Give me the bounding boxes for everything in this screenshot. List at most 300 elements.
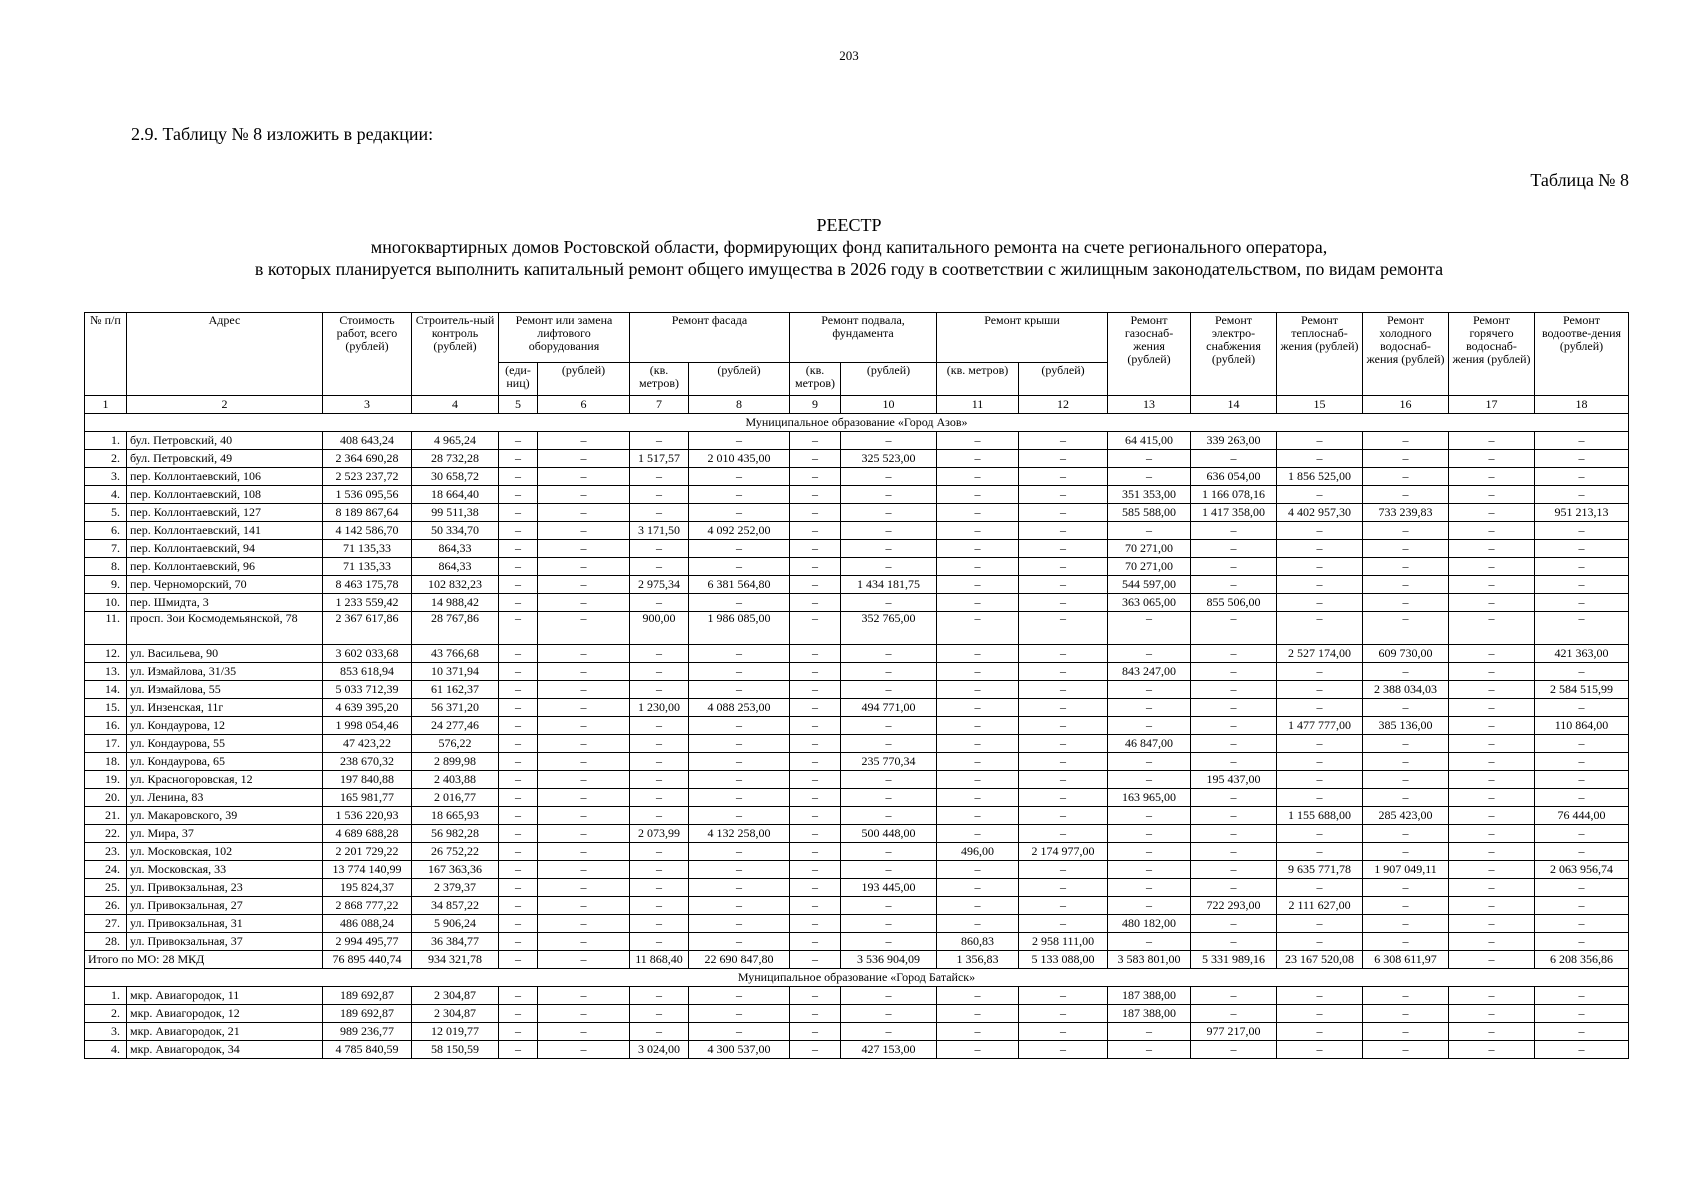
table-cell: – — [841, 717, 937, 735]
intro-text: 2.9. Таблицу № 8 изложить в редакции: — [131, 124, 434, 144]
table-cell: – — [538, 753, 630, 771]
table-cell: – — [790, 699, 841, 717]
table-cell: 9 635 771,78 — [1277, 861, 1363, 879]
table-cell: 1 417 358,00 — [1191, 504, 1277, 522]
total-cell: 3 583 801,00 — [1108, 951, 1191, 969]
table-cell: – — [689, 717, 790, 735]
table-cell: 1 166 078,16 — [1191, 486, 1277, 504]
table-cell: – — [841, 1005, 937, 1023]
row-address: ул. Привокзальная, 27 — [127, 897, 323, 915]
table-row — [85, 681, 1629, 699]
table-cell: – — [689, 540, 790, 558]
table-cell: – — [630, 717, 689, 735]
table-cell: – — [841, 663, 937, 681]
table-cell: – — [630, 1005, 689, 1023]
table-row — [85, 1023, 1629, 1041]
row-number: 3. — [85, 1023, 127, 1041]
table-cell: – — [1019, 825, 1108, 843]
table-cell: 2 016,77 — [412, 789, 499, 807]
col-header-drain: Ремонт водоотве-дения (рублей) — [1535, 313, 1629, 396]
table-cell: – — [689, 753, 790, 771]
table-cell: – — [1363, 987, 1449, 1005]
table-cell: – — [689, 843, 790, 861]
row-number: 1. — [85, 987, 127, 1005]
row-address: мкр. Авиагородок, 12 — [127, 1005, 323, 1023]
table-cell: – — [689, 663, 790, 681]
table-cell: – — [1535, 450, 1629, 468]
table-cell: 2 073,99 — [630, 825, 689, 843]
table-row — [85, 771, 1629, 789]
row-address: ул. Кондаурова, 12 — [127, 717, 323, 735]
table-cell: – — [937, 825, 1019, 843]
table-cell: – — [1535, 879, 1629, 897]
table-cell: – — [538, 612, 630, 645]
table-cell: – — [841, 735, 937, 753]
table-cell: 864,33 — [412, 540, 499, 558]
row-address: мкр. Авиагородок, 34 — [127, 1041, 323, 1059]
table-row — [85, 987, 1629, 1005]
table-cell: – — [1535, 825, 1629, 843]
table-cell: 339 263,00 — [1191, 432, 1277, 450]
table-cell: – — [1277, 1041, 1363, 1059]
column-number: 13 — [1108, 396, 1191, 414]
row-number: 17. — [85, 735, 127, 753]
table-cell: – — [1535, 612, 1629, 645]
table-cell: – — [1019, 645, 1108, 663]
table-cell: – — [1019, 753, 1108, 771]
table-cell: – — [1363, 753, 1449, 771]
col-header-gas: Ремонт газоснаб-жения (рублей) — [1108, 313, 1191, 396]
table-cell: 197 840,88 — [323, 771, 412, 789]
heading-line-2: многоквартирных домов Ростовской области, формирующих фонд капитального ремонта на счете регионального оператора, — [370, 237, 1328, 257]
table-cell: – — [790, 612, 841, 645]
table-cell: 71 135,33 — [323, 540, 412, 558]
table-cell: – — [1363, 825, 1449, 843]
row-address: пер. Коллонтаевский, 141 — [127, 522, 323, 540]
table-row — [85, 807, 1629, 825]
table-cell: 61 162,37 — [412, 681, 499, 699]
table-cell: 3 602 033,68 — [323, 645, 412, 663]
total-cell: 23 167 520,08 — [1277, 951, 1363, 969]
table-cell: – — [937, 1041, 1019, 1059]
row-number: 14. — [85, 681, 127, 699]
table-cell: 26 752,22 — [412, 843, 499, 861]
table-cell: – — [1535, 1023, 1629, 1041]
table-cell: – — [841, 540, 937, 558]
table-cell: – — [1449, 663, 1535, 681]
row-address: просп. Зои Космодемьянской, 78 — [127, 612, 323, 645]
table-cell: – — [790, 717, 841, 735]
table-row — [85, 861, 1629, 879]
table-row — [85, 522, 1629, 540]
table-cell: – — [499, 699, 538, 717]
table-cell: – — [1191, 681, 1277, 699]
column-number: 4 — [412, 396, 499, 414]
table-cell: – — [630, 879, 689, 897]
table-cell: 5 033 712,39 — [323, 681, 412, 699]
table-cell: – — [937, 663, 1019, 681]
table-cell: – — [630, 897, 689, 915]
table-cell: 6 381 564,80 — [689, 576, 790, 594]
table-cell: – — [1449, 540, 1535, 558]
table-row — [85, 825, 1629, 843]
table-cell: – — [841, 522, 937, 540]
table-cell: – — [1277, 933, 1363, 951]
table-cell: – — [499, 645, 538, 663]
table-cell: 2 958 111,00 — [1019, 933, 1108, 951]
table-cell: 110 864,00 — [1535, 717, 1629, 735]
table-cell: – — [538, 486, 630, 504]
table-cell: – — [1535, 432, 1629, 450]
table-cell: – — [1535, 576, 1629, 594]
table-cell: – — [630, 468, 689, 486]
table-cell: 2 584 515,99 — [1535, 681, 1629, 699]
table-cell: – — [1277, 522, 1363, 540]
table-cell: – — [1277, 915, 1363, 933]
table-cell: – — [1449, 879, 1535, 897]
table-cell: – — [538, 663, 630, 681]
table-cell: – — [1449, 897, 1535, 915]
table-cell: 195 437,00 — [1191, 771, 1277, 789]
table-cell: 496,00 — [937, 843, 1019, 861]
column-number: 16 — [1363, 396, 1449, 414]
table-cell: – — [790, 1023, 841, 1041]
table-cell: – — [790, 681, 841, 699]
table-cell: – — [538, 879, 630, 897]
table-cell: – — [499, 522, 538, 540]
table-cell: – — [937, 735, 1019, 753]
table-cell: – — [1277, 699, 1363, 717]
row-address: ул. Измайлова, 55 — [127, 681, 323, 699]
total-cell: 1 356,83 — [937, 951, 1019, 969]
table-cell: – — [630, 915, 689, 933]
table-cell: – — [1191, 558, 1277, 576]
table-cell: – — [689, 486, 790, 504]
table-cell: 4 088 253,00 — [689, 699, 790, 717]
table-cell: – — [1363, 594, 1449, 612]
row-number: 5. — [85, 504, 127, 522]
table-cell: 544 597,00 — [1108, 576, 1191, 594]
table-cell: – — [1449, 717, 1535, 735]
section-header-row — [85, 414, 1629, 432]
table-cell: – — [1019, 663, 1108, 681]
table-cell: 2 174 977,00 — [1019, 843, 1108, 861]
table-cell: – — [1449, 987, 1535, 1005]
table-cell: 4 689 688,28 — [323, 825, 412, 843]
table-cell: 14 988,42 — [412, 594, 499, 612]
table-cell: 2 403,88 — [412, 771, 499, 789]
table-cell: – — [1449, 825, 1535, 843]
table-cell: 2 063 956,74 — [1535, 861, 1629, 879]
section-title: Муниципальное образование «Город Батайск» — [85, 969, 1629, 987]
table-cell: – — [937, 645, 1019, 663]
table-cell: 4 132 258,00 — [689, 825, 790, 843]
table-cell: – — [937, 753, 1019, 771]
table-cell: – — [1108, 645, 1191, 663]
table-cell: – — [538, 825, 630, 843]
table-cell: 99 511,38 — [412, 504, 499, 522]
table-cell: – — [937, 450, 1019, 468]
row-number: 19. — [85, 771, 127, 789]
table-row — [85, 735, 1629, 753]
table-cell: – — [630, 663, 689, 681]
table-cell: 18 664,40 — [412, 486, 499, 504]
table-cell: 2 111 627,00 — [1277, 897, 1363, 915]
table-cell: – — [1363, 558, 1449, 576]
table-cell: – — [1277, 432, 1363, 450]
table-cell: 70 271,00 — [1108, 540, 1191, 558]
table-cell: 56 982,28 — [412, 825, 499, 843]
table-cell: – — [689, 933, 790, 951]
table-cell: – — [1191, 645, 1277, 663]
table-cell: 18 665,93 — [412, 807, 499, 825]
row-number: 21. — [85, 807, 127, 825]
subheader-lift-units: (еди-ниц) — [499, 363, 538, 396]
table-cell: – — [841, 771, 937, 789]
column-number: 18 — [1535, 396, 1629, 414]
table-cell: 1 536 095,56 — [323, 486, 412, 504]
registry-heading — [0, 214, 1698, 280]
table-cell: – — [1277, 450, 1363, 468]
table-cell: – — [790, 807, 841, 825]
table-cell: – — [790, 558, 841, 576]
table-cell: 2 367 617,86 — [323, 612, 412, 645]
table-cell: 325 523,00 — [841, 450, 937, 468]
table-cell: – — [790, 861, 841, 879]
table-cell: – — [499, 879, 538, 897]
table-cell: – — [1363, 843, 1449, 861]
table-cell: 4 639 395,20 — [323, 699, 412, 717]
table-cell: – — [841, 843, 937, 861]
table-cell: – — [1019, 450, 1108, 468]
table-cell: – — [1363, 1023, 1449, 1041]
table-cell: 193 445,00 — [841, 879, 937, 897]
table-cell: – — [1019, 861, 1108, 879]
table-cell: – — [1363, 771, 1449, 789]
table-cell: – — [630, 771, 689, 789]
row-address: ул. Московская, 102 — [127, 843, 323, 861]
row-address: ул. Макаровского, 39 — [127, 807, 323, 825]
table-cell: – — [1535, 468, 1629, 486]
table-cell: – — [1449, 681, 1535, 699]
table-cell: – — [1535, 789, 1629, 807]
table-row — [85, 753, 1629, 771]
table-cell: – — [1535, 540, 1629, 558]
table-cell: – — [841, 468, 937, 486]
row-number: 3. — [85, 468, 127, 486]
table-cell: – — [1277, 681, 1363, 699]
row-number: 28. — [85, 933, 127, 951]
table-cell: – — [1191, 1005, 1277, 1023]
table-cell: 576,22 — [412, 735, 499, 753]
table-cell: – — [937, 897, 1019, 915]
table-cell: 1 434 181,75 — [841, 576, 937, 594]
row-address: пер. Черноморский, 70 — [127, 576, 323, 594]
table-cell: 853 618,94 — [323, 663, 412, 681]
table-cell: – — [1363, 789, 1449, 807]
table-cell: – — [1449, 699, 1535, 717]
row-address: ул. Привокзальная, 37 — [127, 933, 323, 951]
table-cell: – — [538, 1005, 630, 1023]
col-header-num: № п/п — [85, 313, 127, 396]
table-cell: – — [538, 771, 630, 789]
table-cell: 585 588,00 — [1108, 504, 1191, 522]
table-row — [85, 612, 1629, 645]
table-row — [85, 879, 1629, 897]
table-cell: – — [499, 612, 538, 645]
row-address: мкр. Авиагородок, 11 — [127, 987, 323, 1005]
row-number: 4. — [85, 486, 127, 504]
table-cell: – — [1363, 735, 1449, 753]
table-cell: – — [1363, 576, 1449, 594]
table-cell: 486 088,24 — [323, 915, 412, 933]
table-cell: – — [1191, 987, 1277, 1005]
table-cell: – — [1449, 843, 1535, 861]
table-cell: 238 670,32 — [323, 753, 412, 771]
page-number: 203 — [839, 48, 859, 63]
table-cell: 4 402 957,30 — [1277, 504, 1363, 522]
table-body — [85, 414, 1629, 1059]
table-cell: – — [1108, 468, 1191, 486]
table-cell: – — [937, 468, 1019, 486]
table-cell: – — [1108, 1023, 1191, 1041]
table-cell: – — [790, 663, 841, 681]
table-cell: – — [1449, 486, 1535, 504]
table-row — [85, 504, 1629, 522]
table-cell: – — [1019, 699, 1108, 717]
total-cell: – — [538, 951, 630, 969]
col-header-cost: Стоимость работ, всего (рублей) — [323, 313, 412, 396]
row-address: ул. Московская, 33 — [127, 861, 323, 879]
table-cell: 636 054,00 — [1191, 468, 1277, 486]
table-cell: – — [937, 681, 1019, 699]
table-cell: – — [1191, 843, 1277, 861]
table-cell: – — [538, 1041, 630, 1059]
table-cell: – — [499, 1023, 538, 1041]
col-header-roof: Ремонт крыши — [937, 313, 1108, 363]
table-row — [85, 699, 1629, 717]
table-cell: – — [1535, 663, 1629, 681]
row-number: 1. — [85, 432, 127, 450]
table-cell: – — [937, 879, 1019, 897]
row-address: ул. Измайлова, 31/35 — [127, 663, 323, 681]
table-cell: – — [1535, 699, 1629, 717]
table-cell: – — [790, 645, 841, 663]
table-cell: – — [689, 1005, 790, 1023]
table-cell: – — [937, 432, 1019, 450]
table-cell: 47 423,22 — [323, 735, 412, 753]
table-cell: – — [1019, 540, 1108, 558]
table-cell: 102 832,23 — [412, 576, 499, 594]
table-cell: – — [538, 915, 630, 933]
table-cell: 46 847,00 — [1108, 735, 1191, 753]
table-cell: – — [1019, 594, 1108, 612]
table-cell: – — [630, 987, 689, 1005]
table-cell: – — [499, 987, 538, 1005]
col-header-electro: Ремонт электро-снабжения (рублей) — [1191, 313, 1277, 396]
table-cell: – — [937, 771, 1019, 789]
row-number: 12. — [85, 645, 127, 663]
table-cell: – — [1191, 699, 1277, 717]
row-number: 6. — [85, 522, 127, 540]
table-cell: – — [1535, 933, 1629, 951]
table-cell: – — [1535, 1005, 1629, 1023]
table-cell: – — [689, 468, 790, 486]
table-cell: – — [1449, 771, 1535, 789]
table-cell: – — [630, 645, 689, 663]
table-cell: – — [499, 717, 538, 735]
table-cell: – — [630, 735, 689, 753]
table-cell: 385 136,00 — [1363, 717, 1449, 735]
table-cell: – — [1108, 612, 1191, 645]
table-cell: – — [1277, 843, 1363, 861]
table-cell: 1 233 559,42 — [323, 594, 412, 612]
table-cell: 12 019,77 — [412, 1023, 499, 1041]
table-cell: – — [1449, 558, 1535, 576]
table-cell: – — [1019, 576, 1108, 594]
table-cell: – — [937, 861, 1019, 879]
table-cell: 722 293,00 — [1191, 897, 1277, 915]
table-cell: 2 527 174,00 — [1277, 645, 1363, 663]
total-cell: 76 895 440,74 — [323, 951, 412, 969]
table-cell: – — [1108, 753, 1191, 771]
table-cell: – — [1191, 915, 1277, 933]
row-number: 20. — [85, 789, 127, 807]
table-cell: – — [1108, 843, 1191, 861]
table-cell: – — [1449, 1023, 1535, 1041]
table-cell: 951 213,13 — [1535, 504, 1629, 522]
row-number: 4. — [85, 1041, 127, 1059]
table-cell: – — [790, 432, 841, 450]
table-cell: – — [937, 558, 1019, 576]
table-cell: 2 379,37 — [412, 879, 499, 897]
row-address: пер. Коллонтаевский, 94 — [127, 540, 323, 558]
table-cell: 13 774 140,99 — [323, 861, 412, 879]
table-cell: – — [1363, 522, 1449, 540]
table-cell: – — [1019, 486, 1108, 504]
table-cell: – — [1019, 1041, 1108, 1059]
table-cell: 2 994 495,77 — [323, 933, 412, 951]
table-cell: – — [1363, 486, 1449, 504]
subheader-roof-sqm: (кв. метров) — [937, 363, 1019, 396]
table-cell: – — [1019, 558, 1108, 576]
table-cell: – — [689, 594, 790, 612]
table-cell: – — [841, 432, 937, 450]
table-cell: – — [1108, 861, 1191, 879]
table-row — [85, 594, 1629, 612]
col-header-control: Строитель-ный контроль (рублей) — [412, 313, 499, 396]
table-cell: – — [1535, 753, 1629, 771]
table-cell: – — [1449, 1005, 1535, 1023]
total-cell: 5 133 088,00 — [1019, 951, 1108, 969]
table-cell: – — [1449, 753, 1535, 771]
table-cell: – — [630, 789, 689, 807]
registry-table — [84, 312, 1629, 1059]
table-cell: – — [689, 987, 790, 1005]
table-cell: – — [1277, 987, 1363, 1005]
table-cell: – — [1277, 663, 1363, 681]
total-cell: 6 208 356,86 — [1535, 951, 1629, 969]
table-cell: 1 856 525,00 — [1277, 468, 1363, 486]
table-cell: – — [790, 504, 841, 522]
table-cell: 1 536 220,93 — [323, 807, 412, 825]
table-cell: 28 767,86 — [412, 612, 499, 645]
table-cell: – — [937, 717, 1019, 735]
table-cell: 2 304,87 — [412, 1005, 499, 1023]
row-number: 22. — [85, 825, 127, 843]
table-cell: – — [790, 789, 841, 807]
table-cell: – — [1449, 735, 1535, 753]
